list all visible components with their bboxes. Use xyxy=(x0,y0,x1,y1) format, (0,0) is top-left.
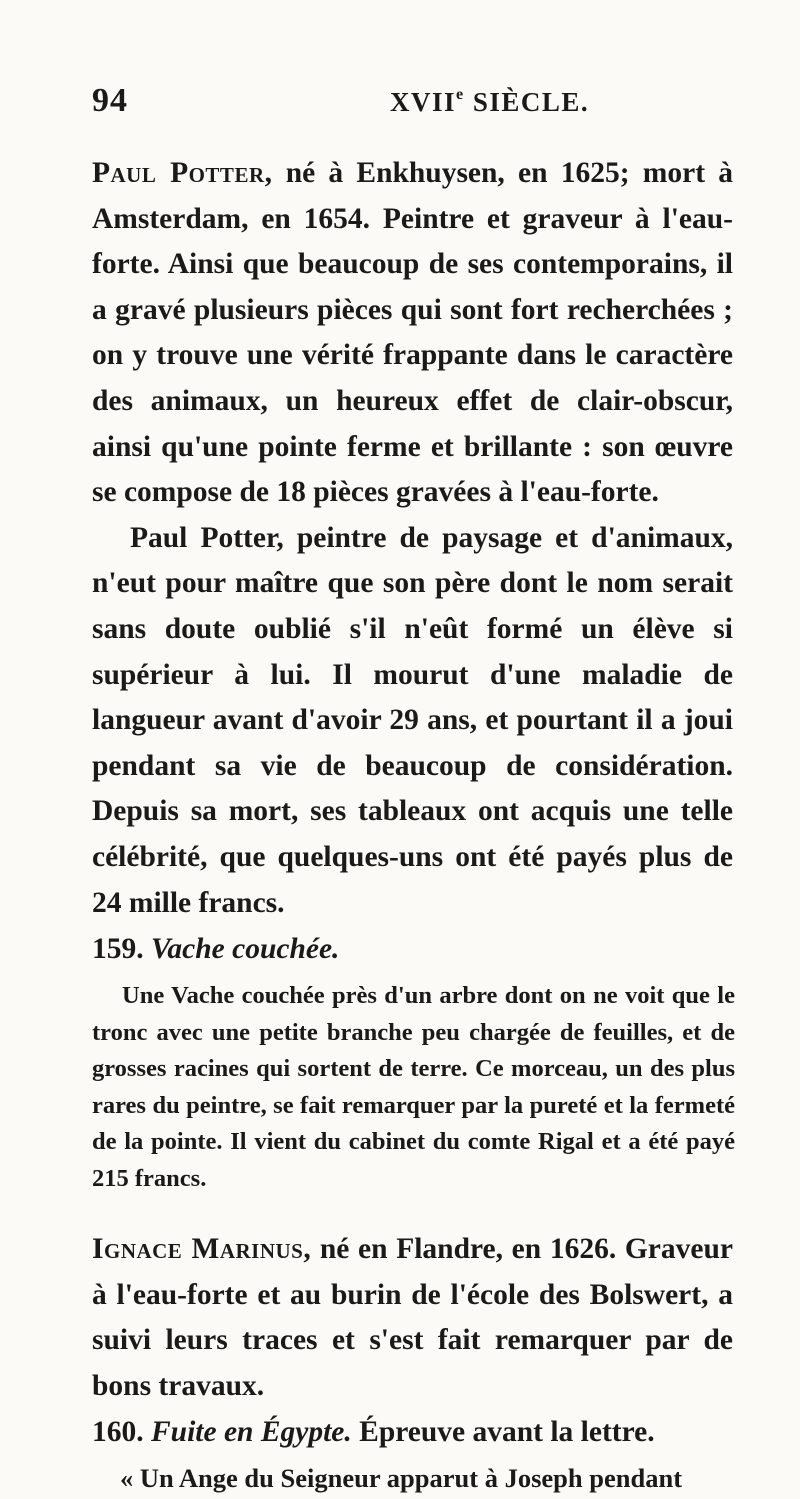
running-title xyxy=(390,86,589,118)
marinus-biography xyxy=(92,1227,735,1409)
marinus-bio-text: né en Flandre, en 1626. Graveur à l'eau-forte et au burin de l'école des Bolswert, a suivi leurs traces et s'est fait remarquer par de bons travaux. xyxy=(92,1233,733,1402)
potter-biography-continued: Paul Potter, peintre de paysage et d'animaux, n'eut pour maître que son père dont le nom serait sans doute oublié s'il n'eût formé un élève si supérieur à lui. Il mourut d'une maladie de langueur avant d'avoir 29 ans, et pourtant il a joui pendant sa vie de beaucoup de considération. Depuis sa mort, ses tableaux ont acquis une telle célébrité, que quelques-uns ont été payés plus de 24 mille francs. xyxy=(92,521,733,919)
catalog-entry-159 xyxy=(92,926,735,972)
running-head xyxy=(92,82,735,130)
entry-number: 160. xyxy=(92,1416,144,1449)
catalog-entry-160 xyxy=(92,1409,735,1455)
potter-bio-text: né à Enkhuysen, en 1625; mort à Amsterdam, en 1654. Peintre et graveur à l'eau-forte. Ainsi que beaucoup de ses contemporains, il a gravé plusieurs pièces qui sont fort recherchées ; on y trouve une vérité frappante dans le caractère des animaux, un heureux effet de clair-obscur, ainsi qu'une pointe ferme et brillante : son œuvre se compose de 18 pièces gravées à l'eau-forte. xyxy=(92,157,733,509)
artist-name-potter: Paul Potter, xyxy=(92,157,273,189)
potter-biography xyxy=(92,151,735,516)
entry-title: Fuite en Égypte. xyxy=(151,1416,352,1449)
century-label: SIÈCLE. xyxy=(472,87,590,117)
entry-number: 159. xyxy=(92,933,144,966)
entry-note: Épreuve avant la lettre. xyxy=(351,1416,655,1449)
entry-quote-160: « Un Ange du Seigneur apparut à Joseph pendant xyxy=(120,1463,683,1494)
entry-title: Vache couchée. xyxy=(151,933,340,966)
page-number: 94 xyxy=(92,82,128,119)
entry-description-159: Une Vache couchée près d'un arbre dont on ne voit que le tronc avec une petite branche peu chargée de feuilles, et de grosses racines qui sortent de terre. Ce morceau, un des plus rares du peintre, se fait remarquer par la pureté et la fermeté de la pointe. Il vient du cabinet du comte Rigal et a été payé 215 francs. xyxy=(92,982,735,1192)
century-superscript: e xyxy=(456,86,465,103)
century-numeral: XVII xyxy=(390,87,457,117)
artist-name-marinus: Ignace Marinus, xyxy=(92,1233,312,1266)
